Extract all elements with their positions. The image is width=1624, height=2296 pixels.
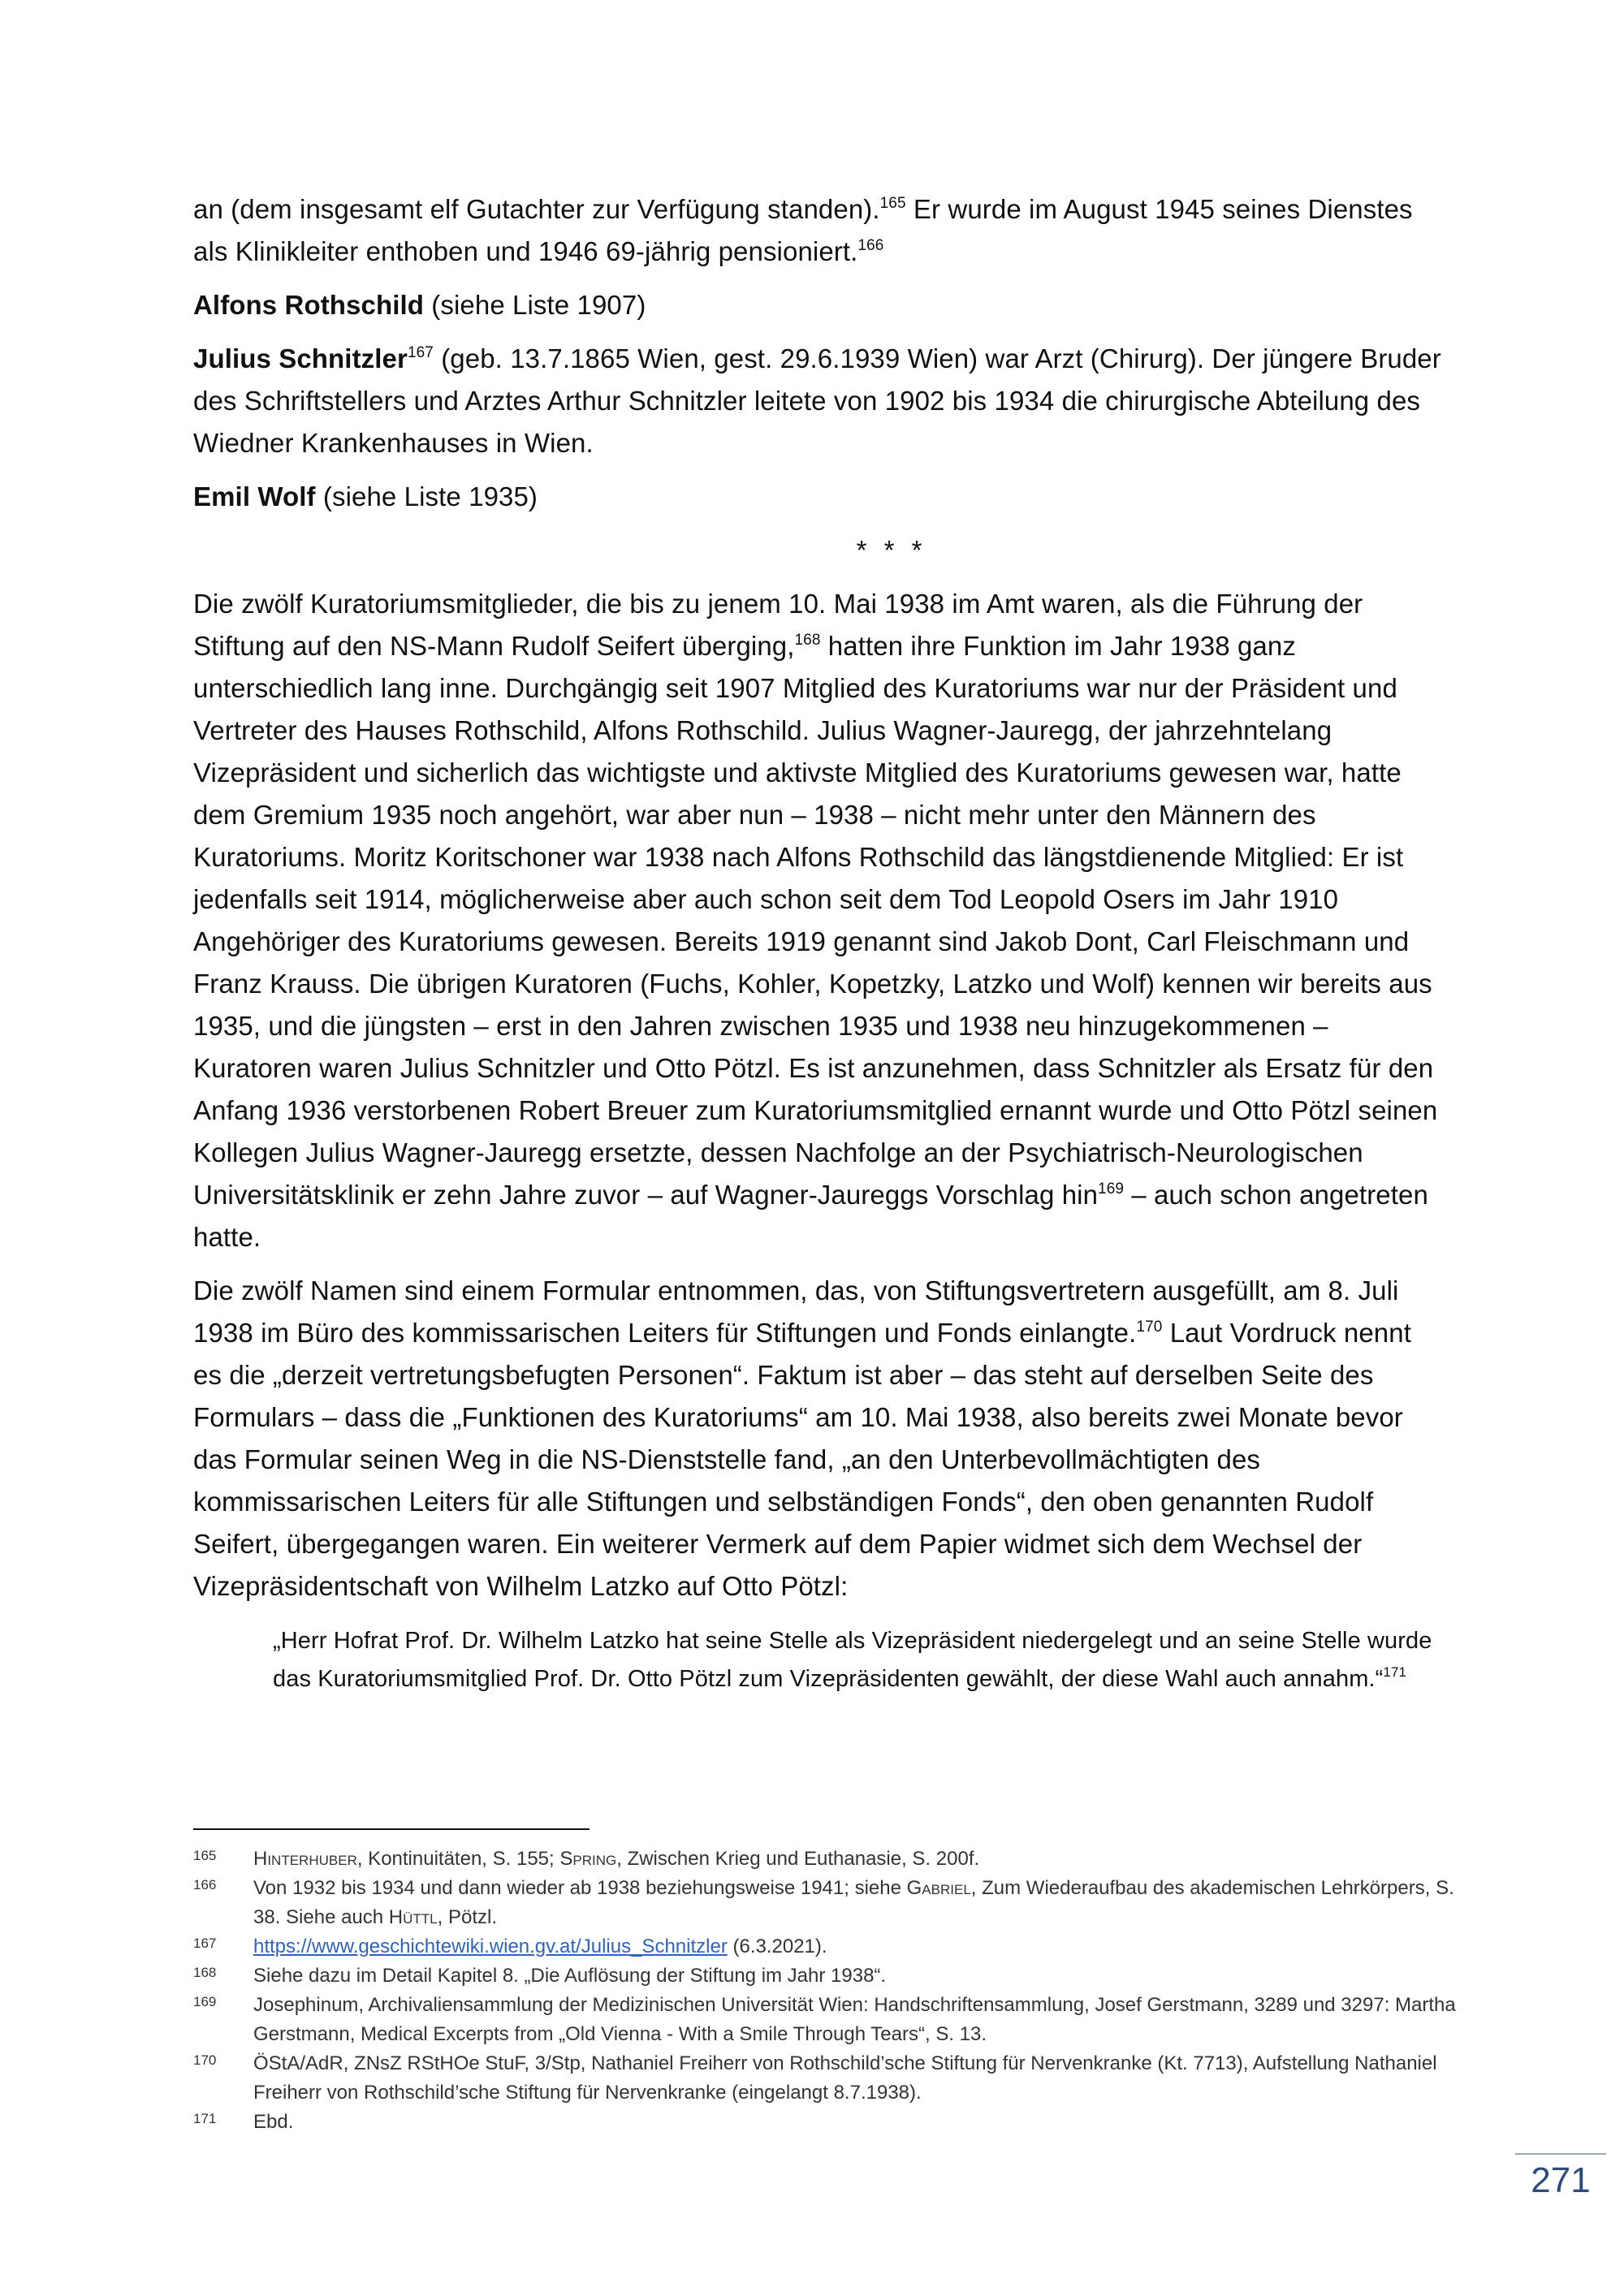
footnote-ref-170[interactable]: 170 <box>1136 1318 1163 1336</box>
geschichtewiki-link[interactable]: https://www.geschichtewiki.wien.gv.at/Julius_Schnitzler <box>253 1936 728 1957</box>
block-quote: „Herr Hofrat Prof. Dr. Wilhelm Latzko hat seine Stelle als Vizepräsident niedergelegt und an seine Stelle wurde das Kuratoriumsmitglied Prof. Dr. Otto Pötzl zum Vizepräsidenten gewählt, der diese Wahl auch annahm.“$^{171}$ <box>273 1628 1432 1692</box>
footnote-165: 165 Hinterhuber, Kontinuitäten, S. 155; Spring, Zwischen Krieg und Euthanasie, S. 200f. <box>193 1848 980 1870</box>
footnote-ref-165[interactable]: 165 <box>879 195 906 212</box>
footnote-divider <box>193 1828 590 1830</box>
footnote-169: 169 Josephinum, Archivaliensammlung der Medizinischen Universität Wien: Handschriftensammlung, Josef Gerstmann, 3289 und 3297: Martha Gerstmann, Medical Excerpts from „Old Vienna - With a Smile Through Tears“, S. 13. <box>193 1994 1456 2045</box>
footnote-ref-168[interactable]: 168 <box>794 632 821 649</box>
footnote-171: 171 Ebd. <box>193 2111 294 2133</box>
footnote-ref-169[interactable]: 169 <box>1098 1180 1125 1198</box>
footnote-167: 167 https://www.geschichtewiki.wien.gv.at/Julius_Schnitzler (6.3.2021). <box>193 1936 827 1957</box>
footnote-ref-167[interactable]: 167 <box>407 344 434 361</box>
entry-julius-schnitzler: Julius Schnitzler$^{167}$ (geb. 13.7.1865 Wien, gest. 29.6.1939 Wien) war Arzt (Chirurg). Der jüngere Bruder des Schriftstellers und Arztes Arthur Schnitzler leitete von 1902 bis 1934 die chirurgische Abteilung des Wiedner Krankenhauses in Wien. <box>193 343 1441 458</box>
footnote-ref-171[interactable]: 171 <box>1383 1664 1407 1680</box>
page-number-rule <box>1515 2153 1606 2155</box>
footnote-168: 168 Siehe dazu im Detail Kapitel 8. „Die Auflösung der Stiftung im Jahr 1938“. <box>193 1965 887 1987</box>
footnote-170: 170 ÖStA/AdR, ZNsZ RStHOe StuF, 3/Stp, Nathaniel Freiherr von Rothschild’sche Stiftung für Nervenkranke (Kt. 7713), Aufstellung Nathaniel Freiherr von Rothschild’sche Stiftung für Nervenkranke (eingelangt 8.7.1938). <box>193 2052 1437 2104</box>
paragraph-formular: Die zwölf Namen sind einem Formular entnommen, das, von Stiftungsvertretern ausgefüllt, am 8. Juli 1938 im Büro des kommissarischen Leiters für Stiftungen und Fonds einlangte.$^{170}$ Laut Vordruck nennt es die „derzeit vertretungsbefugten Personen“. Faktum ist aber – das steht auf derselben Seite des Formulars – dass die „Funktionen des Kuratoriums“ am 10. Mai 1938, also bereits zwei Monate bevor das Formular seinen Weg in die NS-Dienststelle fand, „an den Unterbevollmächtigten des kommissarischen Leiters für alle Stiftungen und selbständigen Fonds“, den oben genannten Rudolf Seifert, übergegangen waren. Ein weiterer Vermerk auf dem Papier widmet sich dem Wechsel der Vizepräsidentschaft von Wilhelm Latzko auf Otto Pötzl: <box>193 1275 1411 1601</box>
section-separator: * * * <box>856 535 927 565</box>
entry-emil-wolf: Emil Wolf (siehe Liste 1935) <box>193 481 538 511</box>
footnote-166: 166 Von 1932 bis 1934 und dann wieder ab 1938 beziehungsweise 1941; siehe Gabriel, Zum Wiederaufbau des akademischen Lehrkörpers, S. 38. Siehe auch Hüttl, Pötzl. <box>193 1877 1454 1928</box>
entry-alfons-rothschild: Alfons Rothschild (siehe Liste 1907) <box>193 290 646 320</box>
main-text <box>193 188 1444 1698</box>
paragraph-kuratorium: Die zwölf Kuratoriumsmitglieder, die bis zu jenem 10. Mai 1938 im Amt waren, als die Führung der Stiftung auf den NS-Mann Rudolf Seifert überging,$^{168}$ hatten ihre Funktion im Jahr 1938 ganz unterschiedlich lang inne. Durchgängig seit 1907 Mitglied des Kuratoriums war nur der Präsident und Vertreter des Hauses Rothschild, Alfons Rothschild. Julius Wagner-Jauregg, der jahrzehntelang Vizepräsident und sicherlich das wichtigste und aktivste Mitglied des Kuratoriums gewesen war, hatte dem Gremium 1935 noch angehört, war aber nun – 1938 – nicht mehr unter den Männern des Kuratoriums. Moritz Koritschoner war 1938 nach Alfons Rothschild das längstdienende Mitglied: Er ist jedenfalls seit 1914, möglicherweise aber auch schon seit dem Tod Leopold Osers im Jahr 1910 Angehöriger des Kuratoriums gewesen. Bereits 1919 genannt sind Jakob Dont, Carl Fleischmann und Franz Krauss. Die übrigen Kuratoren (Fuchs, Kohler, Kopetzky, Latzko und Wolf) kennen wir bereits aus 1935, und die jüngsten – erst in den Jahren zwischen 1935 und 1938 neu hinzugekommenen – Kuratoren waren Julius Schnitzler und Otto Pötzl. Es ist anzunehmen, dass Schnitzler als Ersatz für den Anfang 1936 verstorbenen Robert Breuer zum Kuratoriumsmitglied ernannt wurde und Otto Pötzl seinen Kollegen Julius Wagner-Jauregg ersetzte, dessen Nachfolge an der Psychiatrisch-Neurologischen Universitätsklinik er zehn Jahre zuvor – auf Wagner-Jaureggs Vorschlag hin$^{169}$ – auch schon angetreten hatte. <box>193 589 1438 1252</box>
page-number: 271 <box>1531 2160 1591 2200</box>
paragraph-intro: an (dem insgesamt elf Gutachter zur Verfügung standen).$^{165}$ Er wurde im August 1945 seines Dienstes als Klinikleiter enthoben und 1946 69-jährig pensioniert.$^{166}$ <box>193 194 1413 266</box>
footnotes <box>193 1845 1460 2137</box>
footnote-ref-166[interactable]: 166 <box>857 237 884 254</box>
